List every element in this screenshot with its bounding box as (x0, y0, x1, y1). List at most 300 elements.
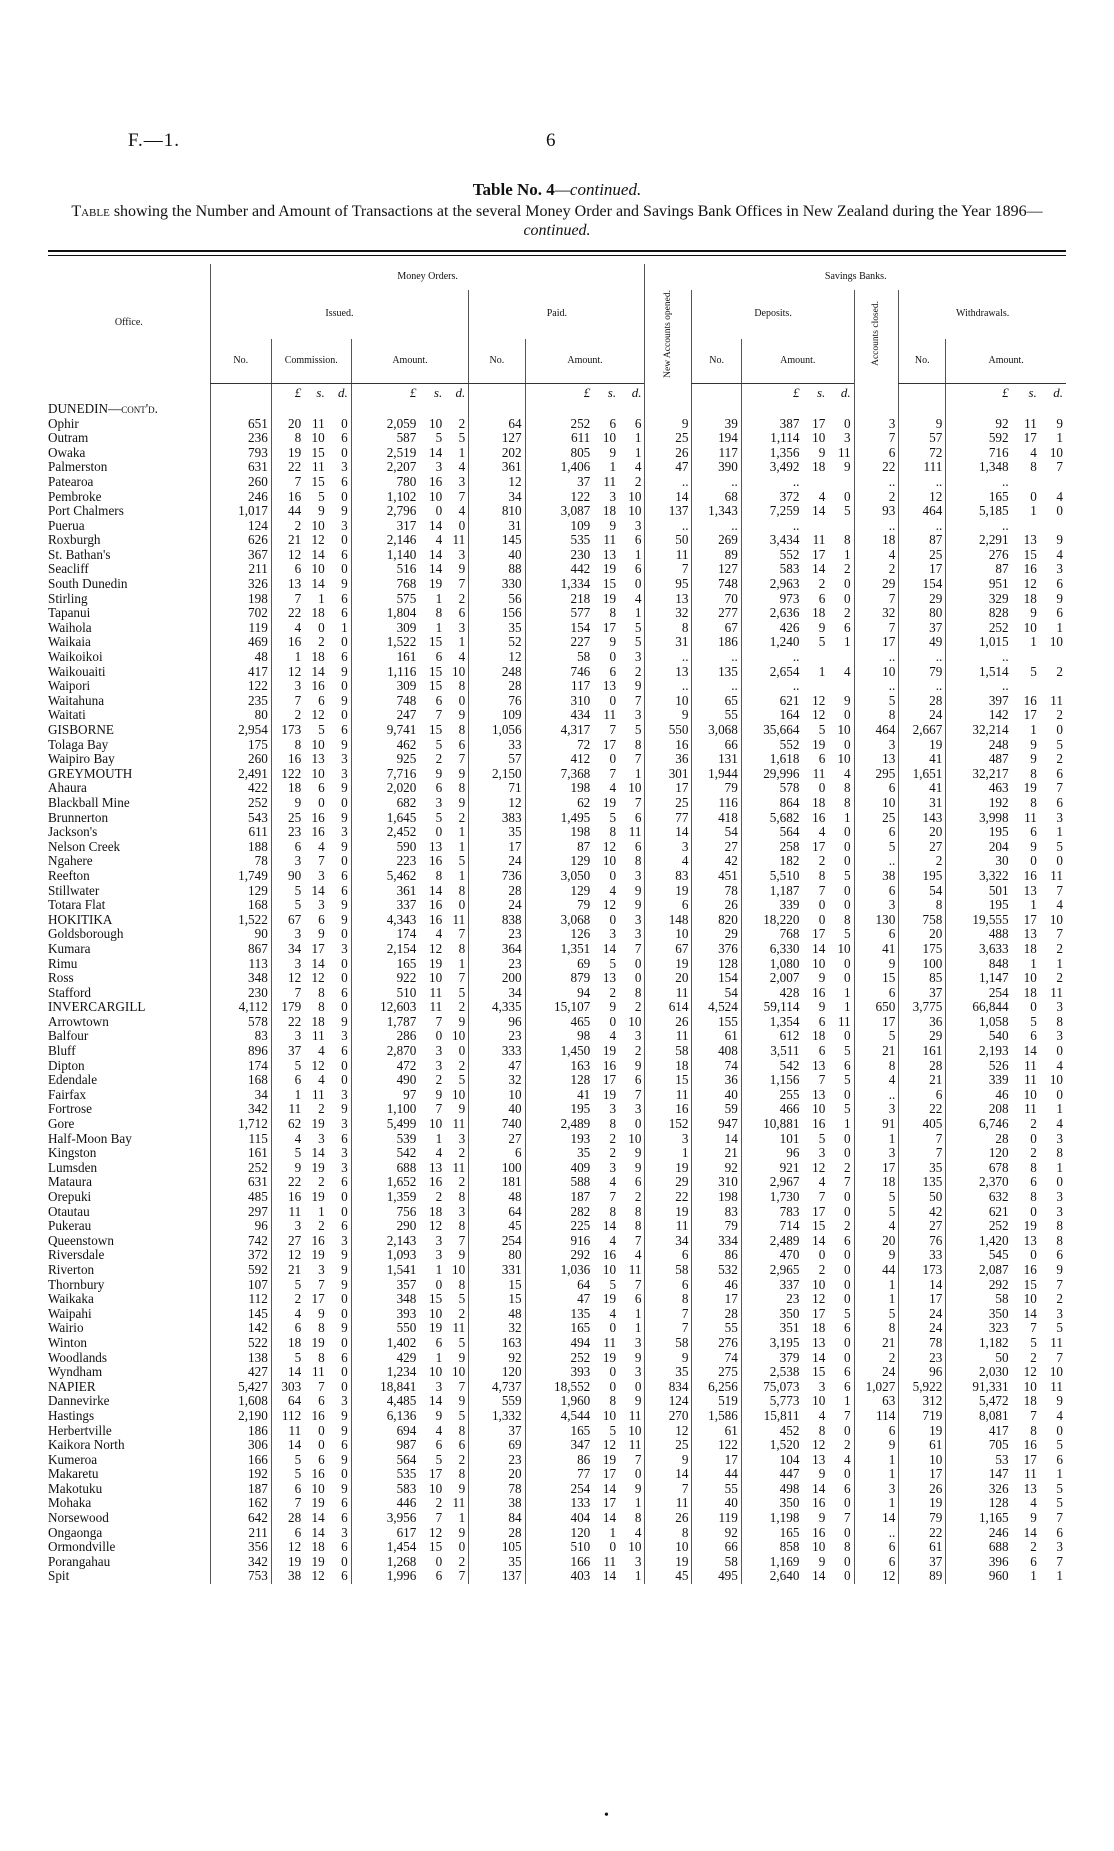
cell-value: 0 (609, 868, 617, 883)
cell-value: 6 (634, 562, 642, 577)
cell-value: 10 (429, 489, 443, 504)
cell-value: 0 (634, 971, 642, 986)
cell-value: 10 (812, 1102, 826, 1117)
cell-value: 24 (899, 708, 946, 723)
table-row (48, 811, 1066, 826)
deposits-no-header: No. (692, 339, 741, 383)
cell-value: 53 (946, 1453, 1012, 1468)
cell-value: 227 (525, 635, 593, 650)
cell-value: 1,169 (741, 1555, 802, 1570)
table-title (0, 180, 1114, 200)
cell-value: 10 (812, 1394, 826, 1409)
cell-value: 0 (609, 752, 617, 767)
cell-value: 11 (271, 1424, 304, 1439)
cell-value: 3 (318, 868, 325, 883)
cell-value: 11 (429, 1000, 443, 1015)
cell-value: 23 (469, 1029, 525, 1044)
cell-value: 922 (351, 971, 419, 986)
cell-value (802, 679, 828, 694)
cell-value: 6 (634, 416, 642, 431)
cell-value: 6 (341, 1350, 348, 1365)
cell-value: 44 (692, 1467, 741, 1482)
cell-value: 127 (469, 431, 525, 446)
cell-value: 127 (692, 562, 741, 577)
cell-value: 611 (525, 431, 593, 446)
cell-value: 11 (452, 912, 466, 927)
cell-value: 9 (609, 518, 617, 533)
cell-value: 6 (818, 591, 826, 606)
cell-value (645, 402, 692, 417)
cell-value: 3 (435, 1379, 443, 1394)
cell-value: 20 (854, 1234, 899, 1249)
cell-value: 1,514 (946, 665, 1012, 680)
cell-value: 409 (525, 1161, 593, 1176)
cell-value: 11 (452, 1160, 466, 1175)
cell-value: 3 (341, 1160, 348, 1175)
cell-value: 128 (525, 1073, 593, 1088)
cell-value: 5 (318, 489, 325, 504)
cell-value: 1 (634, 1306, 642, 1321)
cell-value: 20 (899, 825, 946, 840)
cell-value: 1 (854, 1278, 899, 1293)
cell-value: 11 (452, 1321, 466, 1336)
cell-value: 1 (634, 445, 642, 460)
cell-value: 64 (469, 1205, 525, 1220)
cell-value: 11 (312, 416, 325, 431)
cell-value: 4 (271, 1132, 304, 1147)
cell-value: 6 (341, 650, 348, 665)
cell-value: 65 (692, 694, 741, 709)
cell-value: 13 (311, 752, 325, 767)
cell-value: 5 (634, 723, 642, 738)
cell-value: 137 (469, 1569, 525, 1584)
cell-value: 40 (692, 1088, 741, 1103)
cell-value: 1,495 (525, 811, 593, 826)
cell-value: 77 (645, 811, 692, 826)
cell-value: 13 (1023, 927, 1037, 942)
cell-value: 10 (602, 854, 617, 869)
cell-value: 3 (318, 1262, 325, 1277)
cell-value: 631 (210, 1175, 271, 1190)
cell-value: 4 (435, 927, 443, 942)
unit-label: £ (741, 383, 802, 402)
cell-value: 3 (854, 417, 899, 432)
cell-value: 5 (844, 927, 851, 942)
cell-value: 9 (341, 693, 348, 708)
cell-value: 758 (899, 913, 946, 928)
table-row (48, 781, 1066, 796)
cell-value: 617 (351, 1526, 419, 1541)
cell-value: 162 (210, 1496, 271, 1511)
cell-value: 23 (899, 1351, 946, 1366)
cell-value: 820 (692, 913, 741, 928)
table-row (48, 1540, 1066, 1555)
cell-value: 28 (899, 1059, 946, 1074)
cell-value: 21 (692, 1146, 741, 1161)
table-row (48, 1351, 1066, 1366)
cell-value: 120 (525, 1526, 593, 1541)
cell-value: 1 (1056, 956, 1063, 971)
table-row (48, 854, 1066, 869)
cell-value: 6 (271, 1321, 304, 1336)
cell-value: 129 (210, 884, 271, 899)
cell-value: 57 (469, 752, 525, 767)
cell-value: 7 (1056, 460, 1063, 475)
cell-value: 6 (1056, 766, 1063, 781)
cell-value: 631 (210, 460, 271, 475)
cell-value: 252 (946, 1219, 1012, 1234)
unit-label: d. (337, 384, 348, 400)
cell-value: 702 (210, 606, 271, 621)
new-accounts-label: New Accounts opened. (662, 290, 673, 378)
cell-value: .. (854, 854, 899, 869)
cell-value: 1 (844, 1117, 851, 1132)
cell-value: 361 (469, 460, 525, 475)
office-name: Pembroke (48, 489, 102, 504)
cell-value: 1 (1056, 825, 1063, 840)
cell-value: 25 (645, 796, 692, 811)
cell-value: 126 (525, 927, 593, 942)
table-row (48, 723, 1066, 738)
cell-value: 858 (741, 1540, 802, 1555)
cell-value: .. (741, 519, 802, 534)
cell-value (1040, 519, 1066, 534)
office-name: Roxburgh (48, 533, 101, 548)
cell-value: 9 (341, 664, 348, 679)
cell-value: 9 (1030, 1511, 1037, 1526)
cell-value: 1,354 (741, 1015, 802, 1030)
office-name: Ngahere (48, 854, 93, 869)
cell-value: .. (854, 1088, 899, 1103)
cell-value: 1,359 (351, 1190, 419, 1205)
cell-value: 418 (692, 811, 741, 826)
cell-value: 545 (946, 1248, 1012, 1263)
cell-value: 350 (741, 1307, 802, 1322)
cell-value: 1,787 (351, 1015, 419, 1030)
cell-value: 2 (458, 1175, 466, 1190)
cell-value: 756 (351, 1205, 419, 1220)
cell-value: 0 (844, 1525, 851, 1540)
cell-value: 8 (645, 1292, 692, 1307)
cell-value: 5 (609, 956, 617, 971)
cell-value: 5 (844, 1102, 851, 1117)
cell-value: 18 (1023, 985, 1037, 1000)
cell-value: 2,146 (351, 533, 419, 548)
cell-value: 11 (1024, 1073, 1037, 1088)
cell-value: 74 (692, 1059, 741, 1074)
cell-value: 260 (210, 752, 271, 767)
office-name: Ongaonga (48, 1525, 103, 1540)
office-name: Waitati (48, 708, 86, 723)
cell-value: 8 (844, 781, 851, 796)
cell-value: 15 (429, 664, 443, 679)
cell-value: 5 (458, 1408, 466, 1423)
cell-value: 9 (634, 679, 642, 694)
cell-value: 6 (435, 1438, 443, 1453)
cell-value: 426 (741, 621, 802, 636)
unit-label: s. (1028, 384, 1037, 400)
cell-value: 9 (271, 796, 304, 811)
cell-value: 3 (1056, 1131, 1063, 1146)
cell-value: 32,217 (946, 767, 1012, 782)
cell-value: 14 (812, 1569, 826, 1584)
unit-row (48, 383, 1066, 402)
cell-value: 16 (311, 1408, 325, 1423)
cell-value: .. (946, 650, 1012, 665)
cell-value: 333 (469, 1044, 525, 1059)
cell-value: 10 (837, 752, 851, 767)
cell-value: 0 (609, 1014, 617, 1029)
cell-value: 286 (351, 1029, 419, 1044)
cell-value: 8 (1030, 795, 1037, 810)
cell-value: 17 (602, 1073, 617, 1088)
cell-value: 464 (854, 723, 899, 738)
cell-value: 6 (899, 1088, 946, 1103)
cell-value: 1,651 (899, 767, 946, 782)
cell-value: 69 (525, 957, 593, 972)
cell-value: 0 (1056, 1175, 1063, 1190)
cell-value: 58 (645, 1044, 692, 1059)
cell-value: 10 (1023, 971, 1037, 986)
cell-value: 10 (854, 665, 899, 680)
cell-value: 4,737 (469, 1380, 525, 1395)
office-name: Queenstown (48, 1233, 114, 1248)
office-name: Ormondville (48, 1540, 116, 1555)
cell-value: 41 (899, 781, 946, 796)
cell-value: 1,520 (741, 1438, 802, 1453)
cell-value: 15 (429, 1292, 443, 1307)
cell-value: 11 (1050, 868, 1063, 883)
cell-value: 6 (1056, 1452, 1063, 1467)
cell-value: 9 (341, 1262, 348, 1277)
cell-value: 6 (1056, 795, 1063, 810)
cell-value: 182 (741, 854, 802, 869)
cell-value: 277 (692, 606, 741, 621)
cell-value: 7 (318, 1277, 325, 1292)
paid-no-header: No. (469, 339, 525, 383)
cell-value: 3 (1056, 1000, 1063, 1015)
cell-value: 44 (271, 504, 304, 519)
cell-value: 3 (634, 1029, 642, 1044)
cell-value: 1,015 (946, 635, 1012, 650)
table-row (48, 1263, 1066, 1278)
cell-value: 0 (341, 1306, 348, 1321)
cell-value: 54 (692, 986, 741, 1001)
cell-value: 550 (645, 723, 692, 738)
cell-value: 4 (458, 460, 466, 475)
cell-value: 2 (818, 577, 826, 592)
cell-value: 164 (741, 708, 802, 723)
cell-value: 100 (899, 957, 946, 972)
cell-value: 1,234 (351, 1365, 419, 1380)
unit-blank (692, 383, 741, 402)
cell-value: 14 (1023, 1525, 1037, 1540)
cell-value: 5,462 (351, 869, 419, 884)
cell-value: 83 (210, 1029, 271, 1044)
cell-value: 9 (645, 1453, 692, 1468)
cell-value: 1 (435, 1131, 443, 1146)
cell-value: 21 (854, 1336, 899, 1351)
cell-value: 4 (854, 1073, 899, 1088)
cell-value: 165 (741, 1526, 802, 1541)
cell-value: 12 (602, 1438, 617, 1453)
cell-value: 9 (458, 795, 466, 810)
cell-value: 3 (341, 518, 348, 533)
cell-value: 552 (741, 548, 802, 563)
cell-value: 6 (341, 1511, 348, 1526)
cell-value (828, 475, 854, 490)
cell-value: 2,059 (351, 417, 419, 432)
cell-value: .. (692, 519, 741, 534)
cell-value: 17 (812, 416, 826, 431)
cell-value: 75,073 (741, 1380, 802, 1395)
cell-value: 276 (692, 1336, 741, 1351)
cell-value: 54 (899, 884, 946, 899)
cell-value: 55 (692, 1482, 741, 1497)
office-name: Gore (48, 1117, 75, 1132)
cell-value: 2 (854, 490, 899, 505)
cell-value: 8 (318, 1350, 325, 1365)
cell-value: 21 (899, 1073, 946, 1088)
cell-value: 179 (271, 1000, 304, 1015)
cell-value: 2,370 (946, 1175, 1012, 1190)
cell-value: .. (645, 519, 692, 534)
cell-value: 24 (854, 1365, 899, 1380)
cell-value: 10 (628, 1014, 642, 1029)
cell-value: 1 (1056, 1102, 1063, 1117)
cell-value: 2,020 (351, 781, 419, 796)
cell-value: 9 (645, 1351, 692, 1366)
cell-value: 7 (609, 1190, 617, 1205)
cell-value: 38 (469, 1496, 525, 1511)
cell-value: 3 (645, 840, 692, 855)
cell-value: 417 (946, 1424, 1012, 1439)
cell-value: 22 (899, 1526, 946, 1541)
cell-value: 96 (210, 1219, 271, 1234)
cell-value: 0 (844, 1029, 851, 1044)
cell-value: 147 (946, 1467, 1012, 1482)
cell-value: 4,317 (525, 723, 593, 738)
cell-value: 4 (609, 1175, 617, 1190)
cell-value: 137 (645, 504, 692, 519)
cell-value: 10 (452, 1087, 466, 1102)
cell-value: 1,406 (525, 460, 593, 475)
cell-value: 72 (899, 446, 946, 461)
cell-value: 0 (844, 577, 851, 592)
cell-value: 17 (854, 635, 899, 650)
cell-value: 539 (351, 1132, 419, 1147)
cell-value: 0 (318, 620, 325, 635)
cell-value: 18 (1023, 591, 1037, 606)
cell-value: 165 (525, 1321, 593, 1336)
table-row (48, 1248, 1066, 1263)
cell-value: 40 (469, 548, 525, 563)
cell-value: 642 (210, 1511, 271, 1526)
cell-value: 168 (210, 898, 271, 913)
cell-value: 14 (812, 941, 826, 956)
cell-value: 19 (645, 1161, 692, 1176)
cell-value: 14 (812, 1350, 826, 1365)
cell-value: 469 (210, 635, 271, 650)
cell-value: 0 (844, 1087, 851, 1102)
cell-value: 181 (469, 1175, 525, 1190)
table-row (48, 1511, 1066, 1526)
cell-value: 337 (351, 898, 419, 913)
cell-value: 32,214 (946, 723, 1012, 738)
cell-value: 13 (1023, 533, 1037, 548)
cell-value: 0 (818, 1248, 826, 1263)
cell-value: 0 (318, 795, 325, 810)
cell-value: 83 (645, 869, 692, 884)
cell-value: 10 (837, 723, 851, 738)
cell-value: 8 (458, 1467, 466, 1482)
cell-value: 0 (1030, 1000, 1037, 1015)
cell-value: 14 (812, 1233, 826, 1248)
cell-value: 5 (844, 1073, 851, 1088)
cell-value: 0 (341, 1073, 348, 1088)
cell-value: 2,489 (741, 1234, 802, 1249)
table-row (48, 592, 1066, 607)
cell-value: 7 (1056, 927, 1063, 942)
cell-value: 7 (435, 1102, 443, 1117)
cell-value: .. (645, 475, 692, 490)
cell-value: 275 (692, 1365, 741, 1380)
cell-value: 5,922 (899, 1380, 946, 1395)
cell-value: 1,541 (351, 1263, 419, 1278)
cell-value: 16 (812, 1496, 826, 1511)
table-row (48, 1044, 1066, 1059)
cell-value: 526 (946, 1059, 1012, 1074)
table-row (48, 1292, 1066, 1307)
cell-value: 155 (692, 1015, 741, 1030)
cell-value: 19 (602, 562, 617, 577)
cell-value: 0 (844, 898, 851, 913)
cell-value: 1,334 (525, 577, 593, 592)
cell-value: 0 (341, 1335, 348, 1350)
office-name: Mataura (48, 1175, 92, 1190)
cell-value: 49 (899, 635, 946, 650)
cell-value: 4 (1056, 898, 1063, 913)
office-name: Totara Flat (48, 898, 106, 913)
cell-value: 452 (741, 1424, 802, 1439)
withdrawals-no-header: No. (899, 339, 946, 383)
cell-value (351, 402, 419, 417)
cell-value: 4,485 (351, 1394, 419, 1409)
cell-value: 0 (844, 591, 851, 606)
cell-value: 117 (525, 679, 593, 694)
cell-value: 8 (458, 781, 466, 796)
cell-value: 16 (1023, 1438, 1037, 1453)
office-name: Patearoa (48, 474, 94, 489)
cell-value: 1 (844, 1000, 851, 1015)
cell-value: 9 (435, 1087, 443, 1102)
cell-value: 16 (311, 1233, 325, 1248)
cell-value: 16 (645, 1102, 692, 1117)
cell-value: 16 (812, 985, 826, 1000)
cell-value: 3 (341, 460, 348, 475)
cell-value: 3 (818, 1146, 826, 1161)
cell-value: 11 (628, 1408, 642, 1423)
table-row (48, 825, 1066, 840)
cell-value: 14 (429, 547, 443, 562)
cell-value: 10,881 (741, 1117, 802, 1132)
cell-value: 9 (1030, 737, 1037, 752)
cell-value: 15 (429, 723, 443, 738)
cell-value: 742 (210, 1234, 271, 1249)
cell-value: 303 (271, 1380, 304, 1395)
cell-value: 0 (458, 693, 466, 708)
cell-value: 13 (645, 665, 692, 680)
